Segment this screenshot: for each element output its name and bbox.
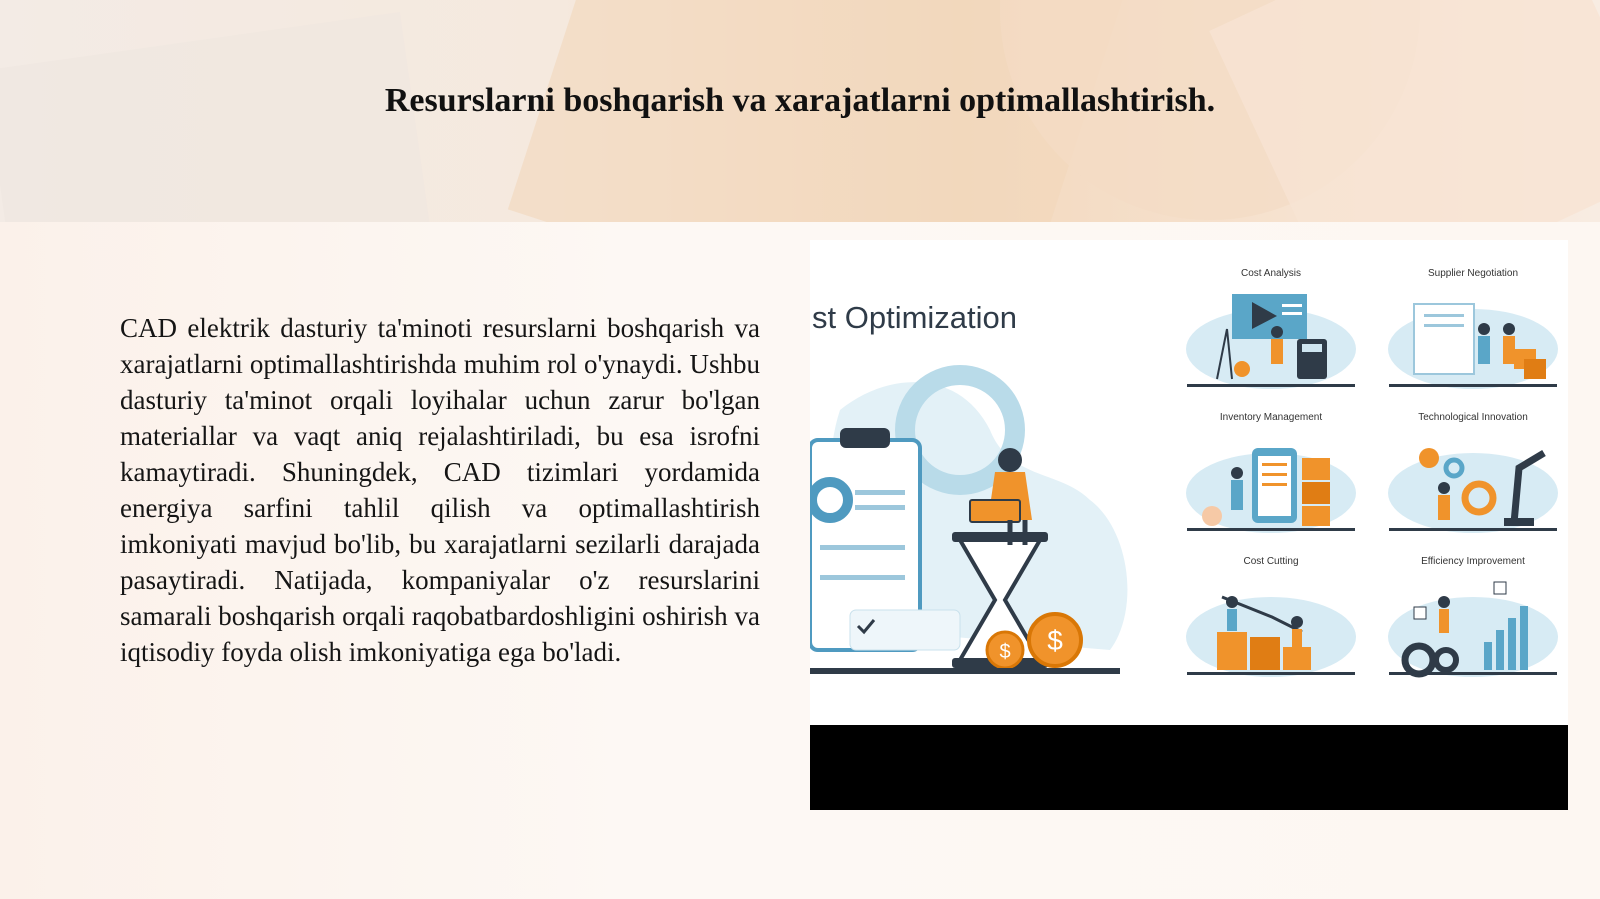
cost-optimization-illustration <box>810 240 1568 810</box>
supplier-negotiation-icon <box>1384 284 1562 394</box>
efficiency-improvement-icon <box>1384 572 1562 682</box>
hero-illustration-icon <box>810 350 1150 680</box>
panel-label: Cost Cutting <box>1243 556 1299 567</box>
panel-label: Inventory Management <box>1219 412 1323 423</box>
cost-analysis-icon <box>1182 284 1360 394</box>
panel-cost-analysis <box>1182 268 1360 398</box>
panel-label: Efficiency Improvement <box>1421 556 1525 567</box>
svg-text:$: $ <box>999 641 1011 663</box>
panel-technological-innovation <box>1384 412 1562 542</box>
technological-innovation-icon <box>1384 428 1562 538</box>
inventory-management-icon <box>1182 428 1360 538</box>
black-bar <box>810 725 1568 810</box>
slide-title: Resurslarni boshqarish va xarajatlarni optimallashtirish. <box>384 82 1216 119</box>
slide-body-text: CAD elektrik dasturiy ta'minoti resurslarni boshqarish va xarajatlarni optimallashtirishda muhim rol o'ynaydi. Ushbu dasturiy ta'minot orqali loyihalar uchun zarur bo'lgan materiallar va vaqt aniq rejalashtiriladi, bu esa isrofni kamaytiradi. Shuningdek, CAD tizimlari yordamida energiya sarfini tahlil qilish va optimallashtirish imkoniyati mavjud bo'lib, bu xarajatlarni sezilarli darajada pasaytiradi. Natijada, kompaniyalar o'z resurslarini samarali boshqarish orqali raqobatbardoshligini oshirish va iqtisodiy foyda olish imkoniyatiga ega bo'ladi. <box>120 313 760 667</box>
panel-efficiency-improvement <box>1384 556 1562 686</box>
panel-cost-cutting <box>1182 556 1360 686</box>
illustration-heading: st Optimization <box>812 300 1018 335</box>
panel-label: Supplier Negotiation <box>1427 268 1519 279</box>
svg-text:$: $ <box>1047 625 1063 656</box>
panel-label: Technological Innovation <box>1418 412 1528 423</box>
panel-inventory-management <box>1182 412 1360 542</box>
cost-cutting-icon <box>1182 572 1360 682</box>
panel-label: Cost Analysis <box>1240 268 1302 279</box>
panel-supplier-negotiation <box>1384 268 1562 398</box>
